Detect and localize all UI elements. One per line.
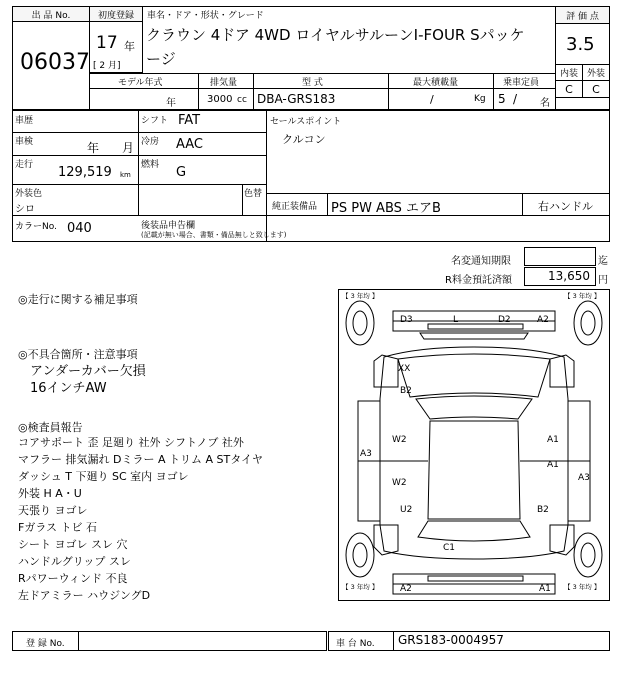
shift-value: FAT bbox=[178, 113, 201, 128]
mileage-value: 129,519 bbox=[58, 165, 112, 180]
capacity-sep: / bbox=[513, 92, 518, 106]
mark-l: L bbox=[453, 315, 459, 325]
equipment-value: PS PW ABS エアB bbox=[331, 201, 441, 216]
mileage-label: 走行 bbox=[15, 160, 34, 170]
mark-a3-left: A3 bbox=[360, 449, 372, 459]
corner-label-br: 【 3 年均 】 bbox=[564, 583, 601, 591]
wheel-fl bbox=[346, 301, 374, 345]
exterior-label: 外装 bbox=[582, 64, 610, 81]
model-year-label: モデル年式 bbox=[118, 78, 163, 88]
chassis-divider bbox=[393, 631, 394, 651]
score-value: 3.5 bbox=[566, 34, 595, 55]
mark-c1: C1 bbox=[443, 543, 456, 553]
ext-color-label: 外装色 bbox=[15, 189, 43, 199]
aftermarket-label: 後装品申告欄 bbox=[141, 221, 196, 231]
sales-point-value: クルコン bbox=[282, 133, 326, 146]
car-name-line1: クラウン 4ドア 4WD ロイヤルサルーンI-FOUR Sパッケ bbox=[146, 26, 525, 44]
mark-w2-b: W2 bbox=[392, 478, 407, 488]
mark-a1-a: A1 bbox=[547, 435, 559, 445]
steering-value: 右ハンドル bbox=[538, 200, 593, 213]
car-name-line2: ージ bbox=[146, 50, 176, 68]
reg-month: [ 2 月] bbox=[93, 61, 121, 71]
repaint-divider bbox=[242, 184, 243, 215]
inspection-label: 車検 bbox=[15, 137, 34, 147]
model-year-unit: 年 bbox=[166, 98, 176, 109]
equipment-divider-b bbox=[522, 193, 523, 216]
reg-no-label: 登 録 No. bbox=[26, 639, 65, 649]
capacity-value: 5 bbox=[498, 92, 506, 106]
notice-label: 名変通知期限 bbox=[451, 256, 511, 267]
mileage-unit: km bbox=[120, 171, 131, 179]
notice-box bbox=[524, 247, 596, 266]
wheel-rl bbox=[346, 533, 374, 577]
history-label: 車歴 bbox=[15, 116, 34, 126]
specs-row-4 bbox=[12, 215, 266, 216]
inspector-item: Fガラス トビ 石 bbox=[18, 521, 97, 534]
inspector-item: 外装 H A・U bbox=[18, 487, 82, 500]
spec-divider-b bbox=[253, 73, 254, 110]
spec-divider-a bbox=[198, 73, 199, 110]
inspector-item: 左ドアミラー ハウジングD bbox=[18, 589, 151, 602]
car-body bbox=[380, 347, 568, 559]
mark-a1-b: A1 bbox=[547, 460, 559, 470]
fuel-label: 燃料 bbox=[141, 160, 160, 170]
aftermarket-note: (記載が無い場合、書類・備品無しと致します) bbox=[141, 231, 287, 239]
mark-a1-bottom: A1 bbox=[539, 584, 551, 594]
reg-no-divider bbox=[78, 631, 79, 651]
inspector-item: マフラー 排気漏れ Dミラー A トリム A STタイヤ bbox=[18, 453, 263, 466]
displacement-unit: cc bbox=[237, 95, 247, 105]
inspector-item: ダッシュ T 下廻り SC 室内 ヨゴレ bbox=[18, 470, 189, 483]
mark-b2-left: B2 bbox=[400, 386, 412, 396]
model-code-label: 型 式 bbox=[302, 78, 323, 88]
lot-number: 06037 bbox=[20, 50, 90, 75]
sales-point-label: セールスポイント bbox=[270, 117, 342, 127]
wheel-rr bbox=[574, 533, 602, 577]
mark-a2-bottom: A2 bbox=[400, 584, 412, 594]
chassis-value: GRS183-0004957 bbox=[398, 633, 504, 647]
notes-panel bbox=[18, 291, 328, 604]
ext-color-value: シロ bbox=[15, 204, 35, 215]
capacity-label: 乗車定員 bbox=[503, 78, 540, 88]
inspection-month: 月 bbox=[122, 141, 135, 155]
displacement-label: 排気量 bbox=[210, 78, 238, 88]
spec-divider-c bbox=[388, 73, 389, 110]
fuel-value: G bbox=[176, 165, 187, 180]
wheel-fr bbox=[574, 301, 602, 345]
recycle-label: R料金預託済額 bbox=[445, 275, 512, 286]
interior-grade: C bbox=[555, 80, 583, 98]
specs-row-1 bbox=[12, 132, 266, 133]
notice-unit: 迄 bbox=[598, 256, 608, 267]
capacity-unit: 名 bbox=[540, 98, 550, 109]
score-label: 評 価 点 bbox=[555, 6, 610, 24]
equipment-label: 純正装備品 bbox=[272, 202, 318, 212]
driving-heading: ◎走行に関する補足事項 bbox=[18, 293, 138, 306]
displacement-value: 3000 bbox=[207, 94, 233, 105]
name-label: 車名・ドア・形状・グレード bbox=[147, 11, 264, 21]
model-code: DBA-GRS183 bbox=[257, 92, 336, 106]
color-no-value: 040 bbox=[67, 221, 92, 236]
corner-label-tr: 【 3 年均 】 bbox=[564, 292, 601, 300]
defect-item: アンダーカバー欠損 bbox=[30, 364, 146, 379]
recycle-unit: 円 bbox=[598, 275, 608, 286]
max-load-value: / bbox=[430, 93, 434, 106]
mark-xx: XX bbox=[398, 364, 411, 374]
inspector-item: シート ヨゴレ スレ 穴 bbox=[18, 538, 128, 551]
specs-col-2 bbox=[266, 110, 267, 242]
reg-year-unit: 年 bbox=[124, 40, 135, 53]
ac-label: 冷房 bbox=[141, 137, 160, 147]
spec-divider-d bbox=[493, 73, 494, 110]
recycle-value: 13,650 bbox=[548, 269, 590, 283]
mark-d3: D3 bbox=[400, 315, 413, 325]
specs-row-3 bbox=[12, 184, 266, 185]
mark-u2: U2 bbox=[400, 505, 413, 515]
inspector-item: 天張り ヨゴレ bbox=[18, 504, 88, 517]
mark-a3-right: A3 bbox=[578, 473, 590, 483]
inspector-item: Rパワーウィンド 不良 bbox=[18, 572, 128, 585]
max-load-label: 最大積載量 bbox=[413, 78, 459, 88]
first-reg-label: 初度登録 bbox=[89, 6, 143, 22]
inspector-item: ハンドルグリップ スレ bbox=[18, 555, 131, 568]
max-load-unit: Kg bbox=[474, 94, 486, 104]
corner-label-tl: 【 3 年均 】 bbox=[342, 292, 379, 300]
defects-heading: ◎不具合箇所・注意事項 bbox=[18, 348, 138, 361]
mark-w2-a: W2 bbox=[392, 435, 407, 445]
ac-value: AAC bbox=[176, 137, 203, 152]
specs-col-1 bbox=[138, 110, 139, 215]
mark-b2-right: B2 bbox=[537, 505, 549, 515]
mark-a2-top: A2 bbox=[537, 315, 549, 325]
color-no-label: カラーNo. bbox=[15, 222, 57, 232]
car-damage-diagram bbox=[338, 289, 610, 601]
interior-label: 内装 bbox=[555, 64, 583, 81]
repaint-label: 色替 bbox=[244, 189, 263, 199]
reg-year: 17 bbox=[96, 33, 118, 53]
shift-label: シフト bbox=[141, 116, 169, 126]
equipment-divider-a bbox=[327, 193, 328, 216]
defect-item: 16インチAW bbox=[30, 381, 107, 396]
inspector-item: コアサポート 歪 足廻り 社外 シフトノブ 社外 bbox=[18, 436, 244, 449]
specs-row-2 bbox=[12, 155, 266, 156]
mark-d2: D2 bbox=[498, 315, 511, 325]
corner-label-bl: 【 3 年均 】 bbox=[342, 583, 379, 591]
exterior-grade: C bbox=[582, 80, 610, 98]
score-frame bbox=[555, 6, 610, 110]
inspection-year: 年 bbox=[87, 141, 100, 155]
chassis-label: 車 台 No. bbox=[336, 639, 375, 649]
inspector-heading: ◎検査員報告 bbox=[18, 421, 83, 434]
lot-label: 出 品 No. bbox=[12, 6, 90, 22]
